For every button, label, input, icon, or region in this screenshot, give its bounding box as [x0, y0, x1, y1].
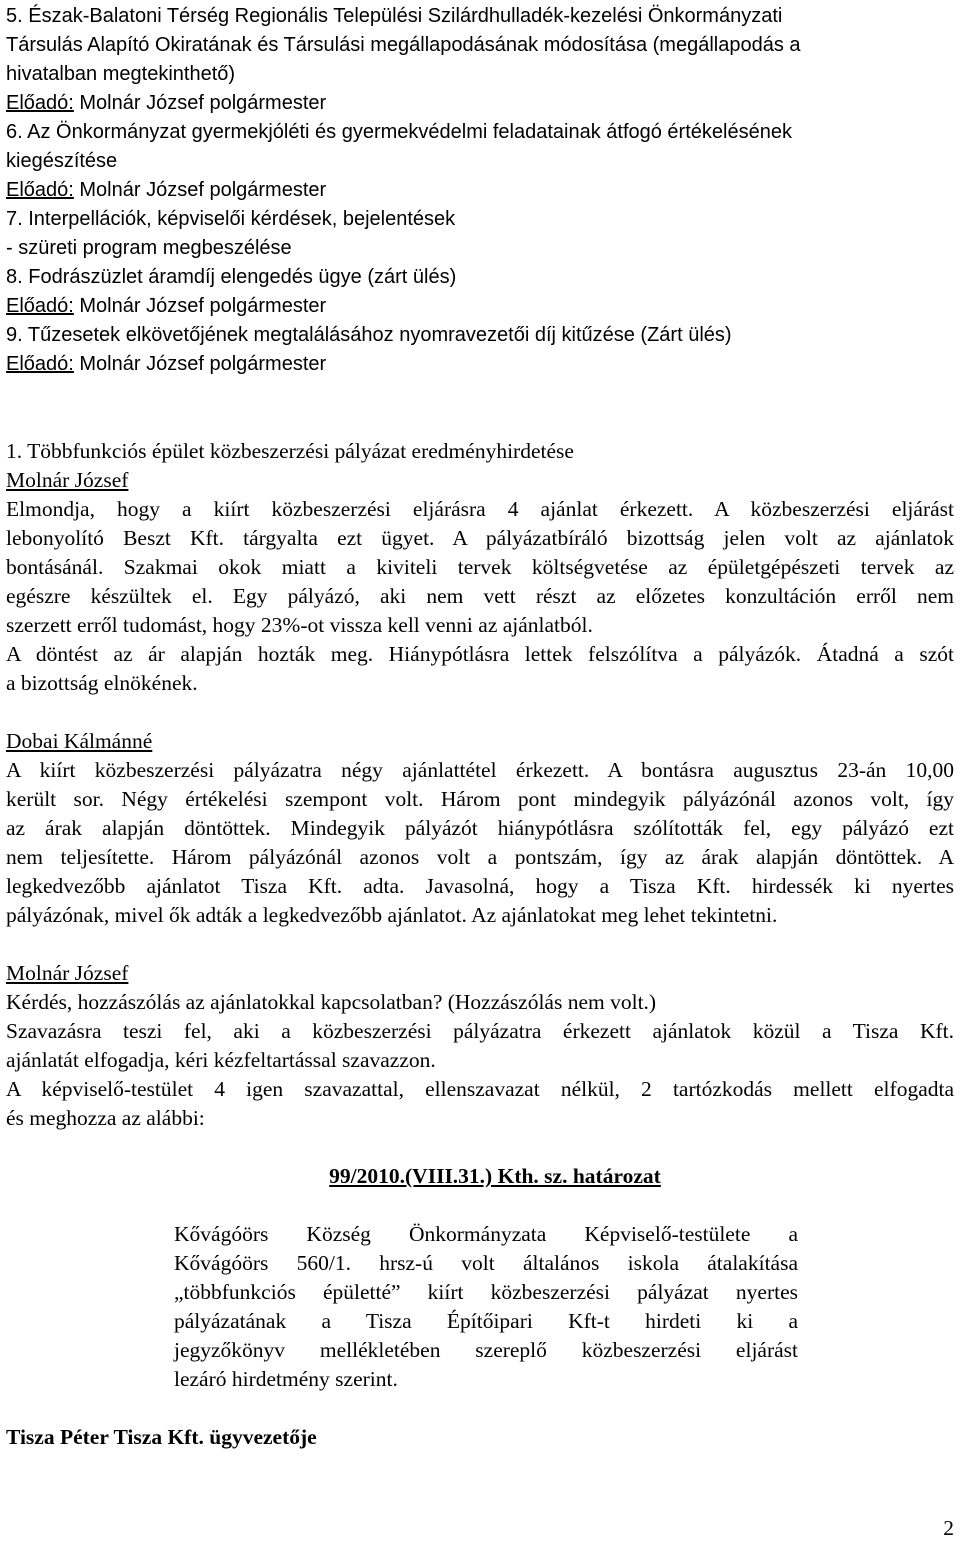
agenda-item-6-line1: 6. Az Önkormányzat gyermekjóléti és gyermekvédelmi feladatainak átfogó értékelésének [6, 121, 792, 143]
paragraph-line: Szavazásra teszi fel, aki a közbeszerzési pályázatra érkezett ajánlatok közül a Tisza Kft. [6, 1019, 954, 1043]
resolution-line: Kővágóörs 560/1. hrsz-ú volt általános iskola átalakítása [174, 1251, 798, 1275]
resolution-line: Kővágóörs Község Önkormányzata Képviselő-testülete a [174, 1222, 798, 1246]
presenter-label: Előadó: [6, 92, 74, 114]
presenter-name: Molnár József polgármester [73, 179, 327, 201]
presenter-label: Előadó: [6, 295, 74, 317]
speaker-name: Tisza Péter Tisza Kft. ügyvezetője [6, 1425, 317, 1449]
presenter-name: Molnár József polgármester [73, 353, 327, 375]
agenda-item-7-line2: - szüreti program megbeszélése [6, 237, 292, 259]
speaker-name: Molnár József [6, 961, 129, 985]
paragraph-line: került sor. Négy értékelési szempont volt. Három pont mindegyik pályázónál azonos volt, így [6, 787, 954, 811]
presenter-name: Molnár József polgármester [73, 295, 327, 317]
paragraph-line: Kérdés, hozzászólás az ajánlatokkal kapcsolatban? (Hozzászólás nem volt.) [6, 990, 657, 1014]
paragraph-line: és meghozza az alábbi: [6, 1106, 205, 1130]
resolution-title: 99/2010.(VIII.31.) Kth. sz. határozat [329, 1164, 661, 1188]
paragraph-line: legkedvezőbb ajánlatot Tisza Kft. adta. Javasolná, hogy a Tisza Kft. hirdessék ki nyertes [6, 874, 954, 898]
resolution-line: lezáró hirdetmény szerint. [174, 1367, 398, 1391]
agenda-item-5-line2: Társulás Alapító Okiratának és Társulási megállapodásának módosítása (megállapodás a [6, 34, 801, 56]
agenda-item-6-line2: kiegészítése [6, 150, 118, 172]
paragraph-line: a bizottság elnökének. [6, 671, 198, 695]
paragraph-line: pályázónak, mivel ők adták a legkedvezőbb ajánlatot. Az ajánlatokat meg lehet tekintetni. [6, 903, 778, 927]
paragraph-line: egészre készültek el. Egy pályázó, aki nem vett részt az előzetes konzultáción erről nem [6, 584, 954, 608]
page-number: 2 [943, 1516, 954, 1540]
paragraph-line: bontásánál. Szakmai okok miatt a kiviteli tervek költségvetése az épületgépészeti tervek az [6, 555, 954, 579]
resolution-line: pályázatának a Tisza Építőipari Kft-t hirdeti ki a [174, 1309, 798, 1333]
agenda-item-5-line1: 5. Észak-Balatoni Térség Regionális Települési Szilárdhulladék-kezelési Önkormányzati [6, 5, 783, 27]
presenter-label: Előadó: [6, 179, 74, 201]
speaker-name: Dobai Kálmánné [6, 729, 153, 753]
presenter-line [6, 176, 326, 205]
paragraph-line: nem teljesítette. Három pályázónál azonos volt a pontszám, így az árak alapján döntöttek. A [6, 845, 954, 869]
paragraph-line: ajánlatát elfogadja, kéri kézfeltartással szavazzon. [6, 1048, 436, 1072]
agenda-item-9-line1: 9. Tűzesetek elkövetőjének megtalálásához nyomravezetői díj kitűzése (Zárt ülés) [6, 324, 732, 346]
paragraph-line: A döntést az ár alapján hozták meg. Hiánypótlásra lettek felszólítva a pályázók. Átadná a szót [6, 642, 954, 666]
paragraph-line: szerzett erről tudomást, hogy 23%-ot vissza kell venni az ajánlatból. [6, 613, 593, 637]
topic-title: 1. Többfunkciós épület közbeszerzési pályázat eredményhirdetése [6, 439, 574, 463]
resolution-line: „többfunkciós épületté” kiírt közbeszerzési pályázat nyertes [174, 1280, 798, 1304]
presenter-line [6, 350, 326, 379]
paragraph-line: A kiírt közbeszerzési pályázatra négy ajánlattétel érkezett. A bontásra augusztus 23-án 10,00 [6, 758, 954, 782]
paragraph-line: lebonyolító Beszt Kft. tárgyalta ezt ügyet. A pályázatbíráló bizottság jelen volt az ajánlatok [6, 526, 954, 550]
presenter-label: Előadó: [6, 353, 74, 375]
agenda-item-7-line1: 7. Interpellációk, képviselői kérdések, bejelentések [6, 208, 456, 230]
paragraph-line: A képviselő-testület 4 igen szavazattal, ellenszavazat nélkül, 2 tartózkodás mellett elfogadta [6, 1077, 954, 1101]
agenda-item-8-line1: 8. Fodrászüzlet áramdíj elengedés ügye (zárt ülés) [6, 266, 457, 288]
agenda-item-5-line3: hivatalban megtekinthető) [6, 63, 236, 85]
resolution-line: jegyzőkönyv mellékletében szereplő közbeszerzési eljárást [174, 1338, 798, 1362]
speaker-name: Molnár József [6, 468, 129, 492]
paragraph-line: az árak alapján döntöttek. Mindegyik pályázót hiánypótlásra szólították fel, egy pályázó ezt [6, 816, 954, 840]
presenter-name: Molnár József polgármester [73, 92, 327, 114]
presenter-line [6, 89, 326, 118]
paragraph-line: Elmondja, hogy a kiírt közbeszerzési eljárásra 4 ajánlat érkezett. A közbeszerzési eljárást [6, 497, 954, 521]
presenter-line [6, 292, 326, 321]
